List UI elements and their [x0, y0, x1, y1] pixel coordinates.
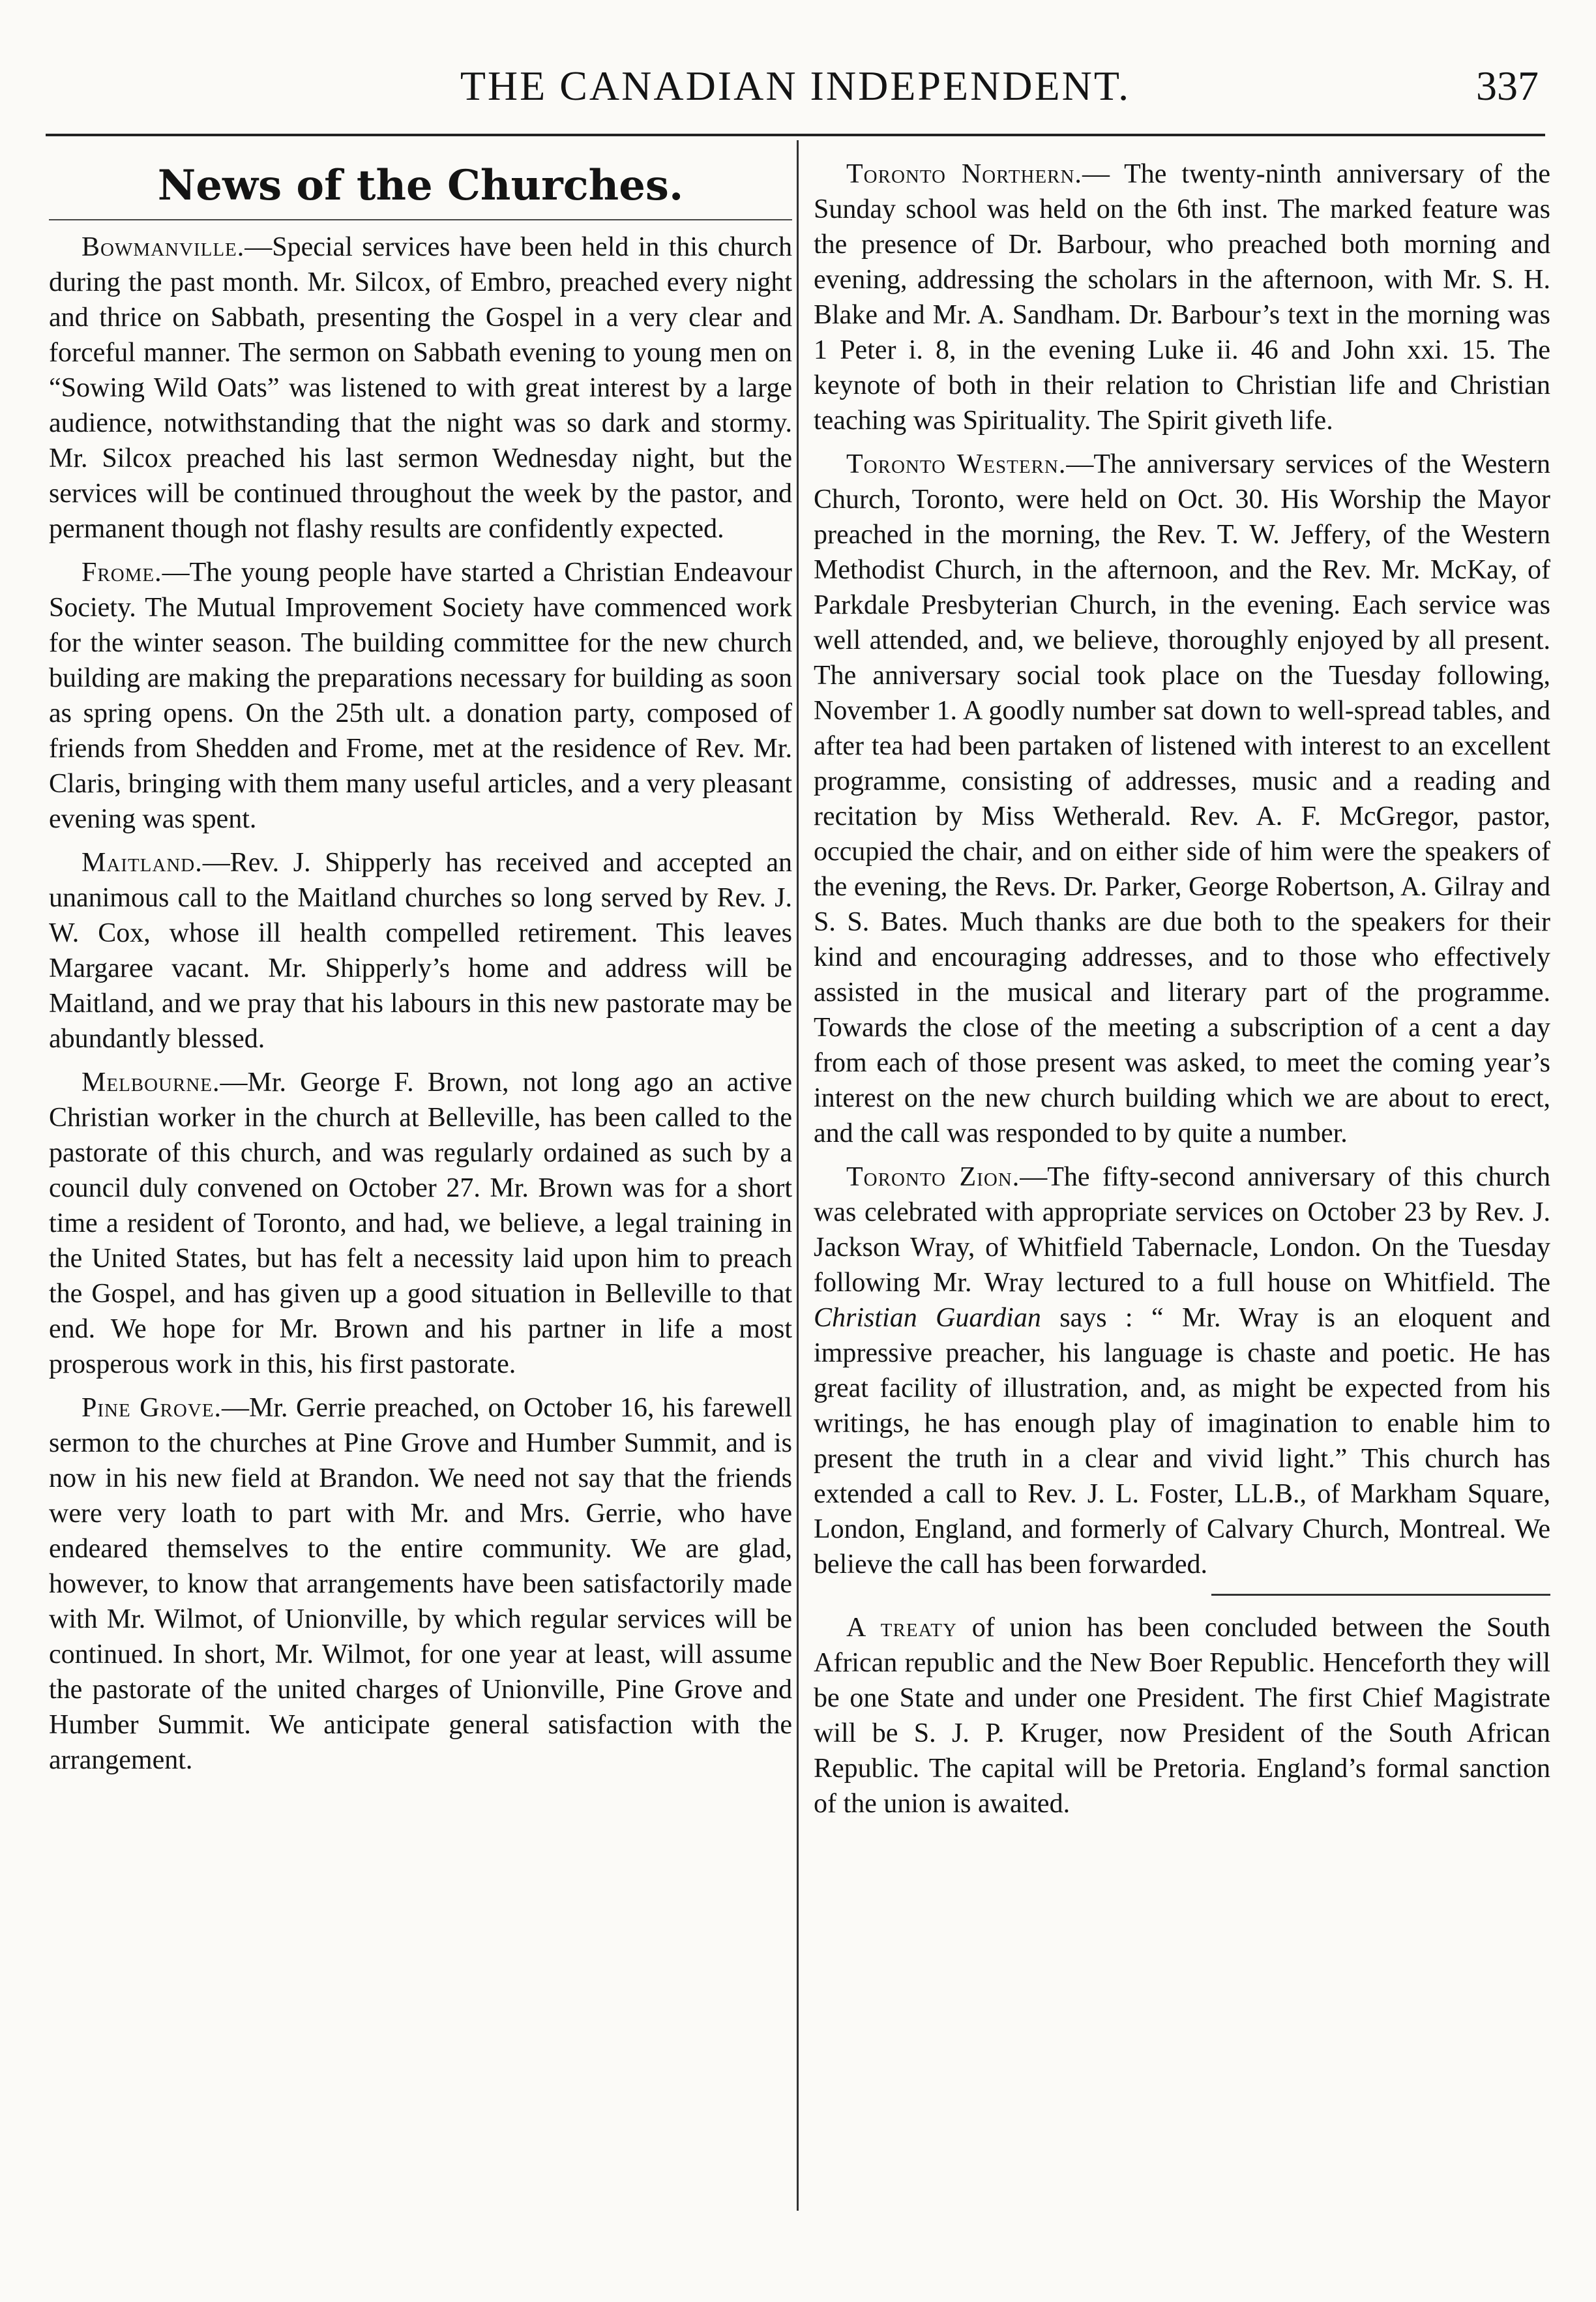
article-text: of union has been concluded between the South African republic and the New Boer Republic. Henceforth they will be one State and under one President. The first Chief Magistrate will be S. J. P. Kruger, now President of the South African Republic. The capital will be Pretoria. England’s formal sanction of the union is awaited.: [814, 1613, 1551, 1819]
column-divider: [797, 140, 799, 2211]
article-lead: A treaty: [846, 1613, 957, 1643]
article-toronto-northern: [814, 157, 1550, 438]
article-text: — The twenty-ninth anniversary of the Sunday school was held on the 6th inst. The marked feature was the presence of Dr. Barbour, who preached both morning and evening, addressing the scholars in the afternoon, with Mr. S. H. Blake and Mr. A. Sandham. Dr. Barbour’s text in the morning was 1 Peter i. 8, in the evening Luke ii. 46 and John xxi. 15. The keynote of both in their relation to Christian life and Christian teaching was Spirituality. The Spirit giveth life.: [814, 159, 1550, 436]
article-place: Maitland.: [81, 848, 203, 878]
section-heading: News of the Churches.: [157, 161, 684, 210]
article-place: Toronto Northern.: [846, 159, 1082, 189]
article-text: —The fifty-second anniversary of this church was celebrated with appropriate services on October 23 by Rev. J. Jackson Wray, of Whitfield Tabernacle, London. On the Tuesday following Mr. Wray lectured to a full house on Whitfield. The: [814, 1162, 1550, 1298]
article-toronto-zion: [814, 1159, 1550, 1582]
article-text: —Special services have been held in this church during the past month. Mr. Silcox, of Embro, preached every night and thrice on Sabbath, presenting the Gospel in a very clear and forceful manner. The sermon on Sabbath evening to young men on “Sowing Wild Oats” was listened to with great interest by a large audience, notwithstanding that the night was so dark and stormy. Mr. Silcox preached his last sermon Wednesday night, but the services will be continued throughout the week by the pastor, and permanent though not flashy results are confidently expected.: [49, 232, 792, 544]
running-head: [46, 62, 1545, 121]
article-frome: [49, 555, 792, 837]
article-place: Pine Grove.: [81, 1393, 222, 1423]
article-place: Toronto Western.: [846, 449, 1067, 479]
article-text: —Mr. Gerrie preached, on October 16, his farewell sermon to the churches at Pine Grove and Humber Summit, and is now in his new field at Brandon. We need not say that the friends were very loath to part with Mr. and Mrs. Gerrie, who have endeared themselves to the entire community. We are glad, however, to know that arrangements have been satisfactorily made with Mr. Wilmot, of Unionville, by which regular services will be continued. In short, Mr. Wilmot, for one year at least, will assume the pastorate of the united charges of Unionville, Pine Grove and Humber Summit. We anticipate general satisfaction with the arrangement.: [49, 1393, 792, 1775]
article-bowmanville: [49, 230, 792, 546]
article-text: —Mr. George F. Brown, not long ago an active Christian worker in the church at Belleville, has been called to the pastorate of this church, and was regularly ordained as such by a council duly convened on October 27. Mr. Brown was for a short time a resident of Toronto, and had, we believe, a legal training in the United States, but has felt a necessity laid upon him to preach the Gospel, and has given up a good situation in Belleville to that end. We hope for Mr. Brown and his partner in life a most prosperous work in this, his first pastorate.: [49, 1068, 792, 1379]
article-melbourne: [49, 1065, 792, 1382]
article-text: —The anniversary services of the Western Church, Toronto, were held on Oct. 30. His Worship the Mayor preached in the morning, the Rev. T. W. Jeffery, of the Western Methodist Church, in the afternoon, and the Rev. Mr. McKay, of Parkdale Presbyterian Church, in the evening. Each service was well attended, and, we believe, thoroughly enjoyed by all present. The anniversary social took place on the Tuesday following, November 1. A goodly number sat down to well-spread tables, and after tea had been partaken of listened with interest to an excellent programme, consisting of addresses, music and a reading and recitation by Miss Wetherald. Rev. A. F. McGregor, pastor, occupied the chair, and on either side of him were the speakers of the evening, the Revs. Dr. Parker, George Robertson, A. Gilray and S. S. Bates. Much thanks are due both to the speakers for their kind and encouraging addresses, and to those who effectively assisted in the musical and literary part of the programme. Towards the close of the meeting a subscription of a cent a day from each of those present was asked, to meet the coming year’s interest on the new church building which we are about to erect, and the call was responded to by quite a number.: [814, 449, 1551, 1148]
heading-rule: [49, 219, 792, 220]
article-place: Melbourne.: [81, 1068, 220, 1098]
article-maitland: [49, 845, 792, 1056]
header-rule: [46, 134, 1545, 136]
left-column: [49, 157, 792, 1786]
article-place: Toronto Zion.: [846, 1162, 1020, 1192]
article-pine-grove: [49, 1390, 792, 1778]
journal-title: THE CANADIAN INDEPENDENT.: [460, 63, 1131, 109]
article-separator-rule: [1211, 1594, 1550, 1596]
right-column: [814, 157, 1550, 1830]
article-treaty: [814, 1610, 1550, 1821]
article-text: —The young people have started a Christian Endeavour Society. The Mutual Improvement Society have commenced work for the winter season. The building committee for the new church building are making the preparations necessary for building as soon as spring opens. On the 25th ult. a donation party, composed of friends from Shedden and Frome, met at the residence of Rev. Mr. Claris, bringing with them many useful articles, and a very pleasant evening was spent.: [49, 558, 792, 834]
article-toronto-western: [814, 447, 1550, 1151]
article-text: says : “ Mr. Wray is an eloquent and impressive preacher, his language is chaste and poetic. He has great facility of illustration, and, as might be expected from his writings, he has enough play of imagination to enable him to present the truth in a clear and vivid light.” This church has extended a call to Rev. J. L. Foster, LL.B., of Markham Square, London, England, and formerly of Calvary Church, Montreal. We believe the call has been forwarded.: [814, 1303, 1550, 1579]
page-number: 337: [1476, 63, 1539, 109]
article-place: Bowmanville.: [81, 232, 245, 262]
newspaper-name: Christian Guardian: [814, 1303, 1041, 1333]
article-place: Frome.: [81, 558, 162, 588]
article-text: —Rev. J. Shipperly has received and accepted an unanimous call to the Maitland churches so long served by Rev. J. W. Cox, whose ill health compelled retirement. This leaves Margaree vacant. Mr. Shipperly’s home and address will be Maitland, and we pray that his labours in this new pastorate may be abundantly blessed.: [49, 848, 792, 1054]
